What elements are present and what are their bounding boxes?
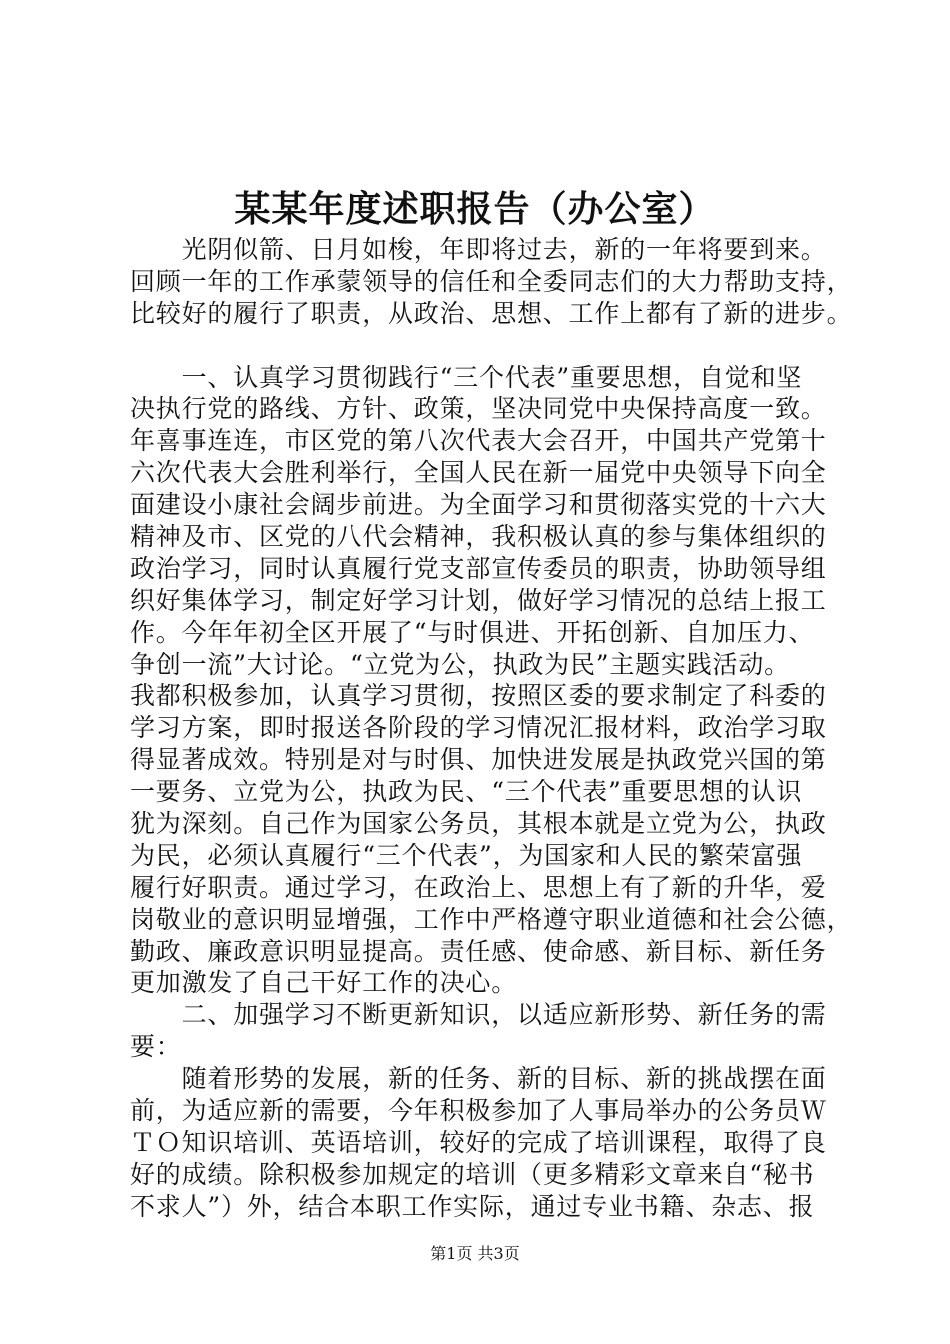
text-line: 不求人”）外，结合本职工作实际，通过专业书籍、杂志、报 bbox=[130, 1191, 815, 1221]
text-line: 回顾一年的工作承蒙领导的信任和全委同志们的大力帮助支持， bbox=[130, 266, 853, 296]
text-line: 好的成绩。除积极参加规定的培训（更多精彩文章来自“秘书 bbox=[130, 1159, 815, 1189]
blank-line bbox=[130, 330, 850, 362]
text-line: 我都积极参加，认真学习贯彻，按照区委的要求制定了科委的 bbox=[130, 681, 827, 711]
text-line: 岗敬业的意识明显增强，工作中严格遵守职业道德和社会公德， bbox=[130, 904, 853, 934]
text-line: 决执行党的路线、方针、政策，坚决同党中央保持高度一致。 bbox=[130, 394, 827, 424]
text-line: 一、认真学习贯彻践行“三个代表”重要思想，自觉和坚 bbox=[130, 362, 803, 392]
document-body bbox=[130, 234, 853, 1223]
text-line: 光阴似箭、日月如梭，年即将过去，新的一年将要到来。 bbox=[130, 235, 827, 264]
document-title: 某某年度述职报告（办公室） bbox=[234, 188, 716, 230]
text-line: 犹为深刻。自己作为国家公务员，其根本就是立党为公，执政 bbox=[130, 809, 827, 839]
text-line: ＴＯ知识培训、英语培训，较好的完成了培训课程，取得了良 bbox=[130, 1127, 827, 1157]
text-line: 比较好的履行了职责，从政治、思想、工作上都有了新的进步。 bbox=[130, 298, 853, 328]
text-line: 更加激发了自己干好工作的决心。 bbox=[130, 968, 518, 998]
text-line: 要： bbox=[130, 1032, 182, 1062]
text-line: 前，为适应新的需要，今年积极参加了人事局举办的公务员Ｗ bbox=[130, 1096, 827, 1126]
text-line: 勤政、廉政意识明显提高。责任感、使命感、新目标、新任务 bbox=[130, 936, 827, 966]
text-line: 六次代表大会胜利举行，全国人民在新一届党中央领导下向全 bbox=[130, 458, 827, 488]
text-line: 年喜事连连，市区党的第八次代表大会召开，中国共产党第十 bbox=[130, 426, 827, 456]
text-line: 为民，必须认真履行“三个代表”，为国家和人民的繁荣富强 bbox=[130, 840, 803, 870]
text-line: 作。今年年初全区开展了“与时俱进、开拓创新、自加压力、 bbox=[130, 617, 815, 647]
text-line: 学习方案，即时报送各阶段的学习情况汇报材料，政治学习取 bbox=[130, 713, 827, 743]
text-line: 精神及市、区党的八代会精神，我积极认真的参与集体组织的 bbox=[130, 522, 827, 552]
text-line: 织好集体学习，制定好学习计划，做好学习情况的总结上报工 bbox=[130, 585, 827, 615]
text-line: 一要务、立党为公，执政为民、“三个代表”重要思想的认识 bbox=[130, 777, 803, 807]
text-line: 得显著成效。特别是对与时俱、加快进发展是执政党兴国的第 bbox=[130, 745, 827, 775]
text-line: 面建设小康社会阔步前进。为全面学习和贯彻落实党的十六大 bbox=[130, 490, 827, 520]
text-line: 二、加强学习不断更新知识，以适应新形势、新任务的需 bbox=[130, 1000, 827, 1030]
text-line: 争创一流”大讨论。“立党为公，执政为民”主题实践活动。 bbox=[130, 649, 790, 679]
text-line: 政治学习，同时认真履行党支部宣传委员的职责，协助领导组 bbox=[130, 553, 827, 583]
text-line: 随着形势的发展，新的任务、新的目标、新的挑战摆在面 bbox=[130, 1064, 827, 1094]
text-line: 履行好职责。通过学习，在政治上、思想上有了新的升华，爱 bbox=[130, 872, 827, 902]
page-footer: 第1页 共3页 bbox=[430, 1244, 520, 1263]
